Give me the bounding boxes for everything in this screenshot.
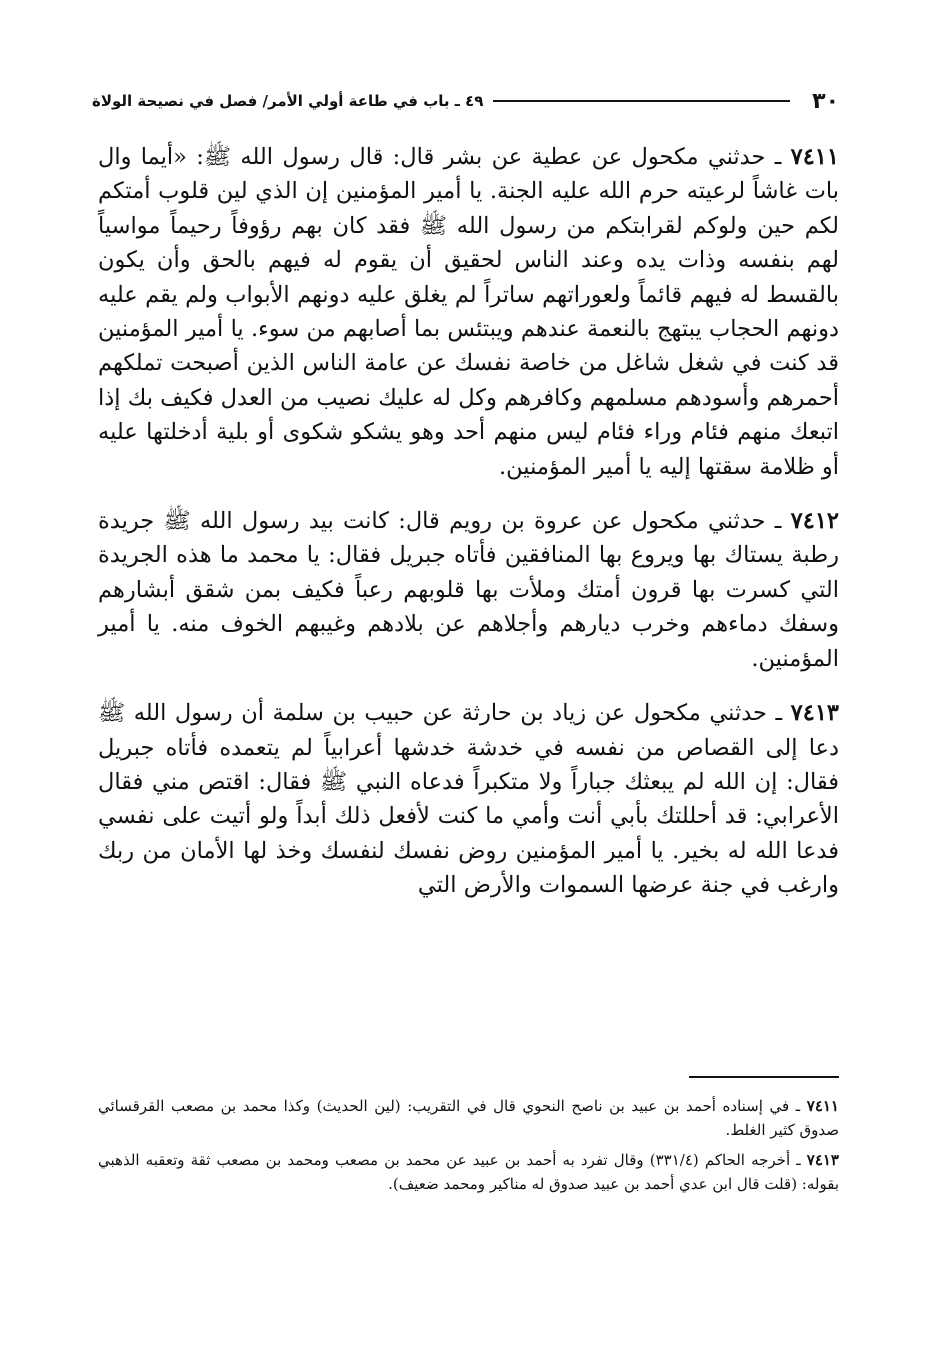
footnote-7413 <box>98 1148 839 1196</box>
header-rule <box>493 100 790 102</box>
footnotes <box>98 1094 839 1202</box>
hadith-text: ـ حدثني مكحول عن عروة بن رويم قال: كانت بيد رسول الله ﷺ جريدة رطبة يستاك بها ويروع بها المنافقين فأتاه جبريل فقال: يا محمد ما هذه الجريدة التي كسرت بها قرون أمتك وملأت بها قلوبهم رعباً فكيف بمن شقق أبشارهم وسفك دماءهم وخرب ديارهم وأجلاهم عن بلادهم وغيبهم الخوف منه. يا أمير المؤمنين. <box>98 508 839 672</box>
hadith-7413 <box>98 696 839 902</box>
hadith-text: ـ حدثني مكحول عن زياد بن حارثة عن حبيب بن سلمة أن رسول الله ﷺ دعا إلى القصاص من نفسه في خدشة خدشها أعرابياً لم يتعمده فأتاه جبريل فقال: إن الله لم يبعثك جباراً ولا متكبراً فدعاه النبي ﷺ فقال: اقتص مني فقال الأعرابي: قد أحللتك بأبي أنت وأمي ما كنت لأفعل ذلك أبداً ولو أتيت على نفسي فدعا الله له بخير. يا أمير المؤمنين روض نفسك لنفسك وخذ لها الأمان من ربك وارغب في جنة عرضها السموات والأرض التي <box>98 700 839 899</box>
hadith-number: ٧٤١١ <box>790 144 839 170</box>
running-header <box>92 84 839 118</box>
hadith-7411 <box>98 140 839 484</box>
footnote-separator <box>689 1076 839 1078</box>
hadith-number: ٧٤١٢ <box>790 508 840 535</box>
chapter-title: ٤٩ ـ باب في طاعة أولي الأمر/ فصل في نصيحة الولاة <box>92 92 484 110</box>
hadith-number: ٧٤١٣ <box>790 700 840 727</box>
main-text <box>98 140 839 923</box>
footnote-number: ٧٤١١ <box>806 1097 839 1115</box>
footnote-number: ٧٤١٣ <box>806 1151 839 1169</box>
footnote-text: ـ في إسناده أحمد بن عبيد بن ناصح النحوي قال في التقريب: (لين الحديث) وكذا محمد بن مصعب القرقسائي صدوق كثير الغلط. <box>98 1097 839 1139</box>
footnote-7411 <box>98 1094 839 1142</box>
page-number: ٣٠ <box>812 88 839 114</box>
hadith-text: ـ حدثني مكحول عن عطية عن بشر قال: قال رسول الله ﷺ: «أيما وال بات غاشاً لرعيته حرم الله عليه الجنة. يا أمير المؤمنين إن الذي لين قلوب أمتكم لكم حين ولوكم لقرابتكم من رسول الله ﷺ فقد كان بهم رؤوفاً رحيماً مواسياً لهم بنفسه وذات يده وعند الناس لحقيق أن يقوم له فيهم بالحق وأن يكون بالقسط له فيهم قائماً ولعوراتهم ساتراً لم يغلق عليه دونهم الأبواب ولم يقم عليه دونهم الحجاب يبتهج بالنعمة عندهم ويبتئس بما أصابهم من سوء. يا أمير المؤمنين قد كنت في شغل شاغل من خاصة نفسك عن عامة الناس الذين أصبحت تملكهم أحمرهم وأسودهم مسلمهم وكافرهم وكل له عليك نصيب من العدل فكيف بك إذا اتبعك منهم فئام وراء فئام ليس منهم أحد وهو يشكو شكوى أو بلية أدخلتها عليه أو ظلامة سقتها إليه يا أمير المؤمنين. <box>98 144 839 480</box>
footnote-text: ـ أخرجه الحاكم (٣٣١/٤) وقال تفرد به أحمد بن عبيد عن محمد بن مصعب ومحمد بن مصعب ثقة وتعقبه الذهبي بقوله: (قلت قال ابن عدي أحمد بن عبيد صدوق له مناكير ومحمد ضعيف). <box>98 1151 839 1193</box>
hadith-7412 <box>98 504 839 676</box>
